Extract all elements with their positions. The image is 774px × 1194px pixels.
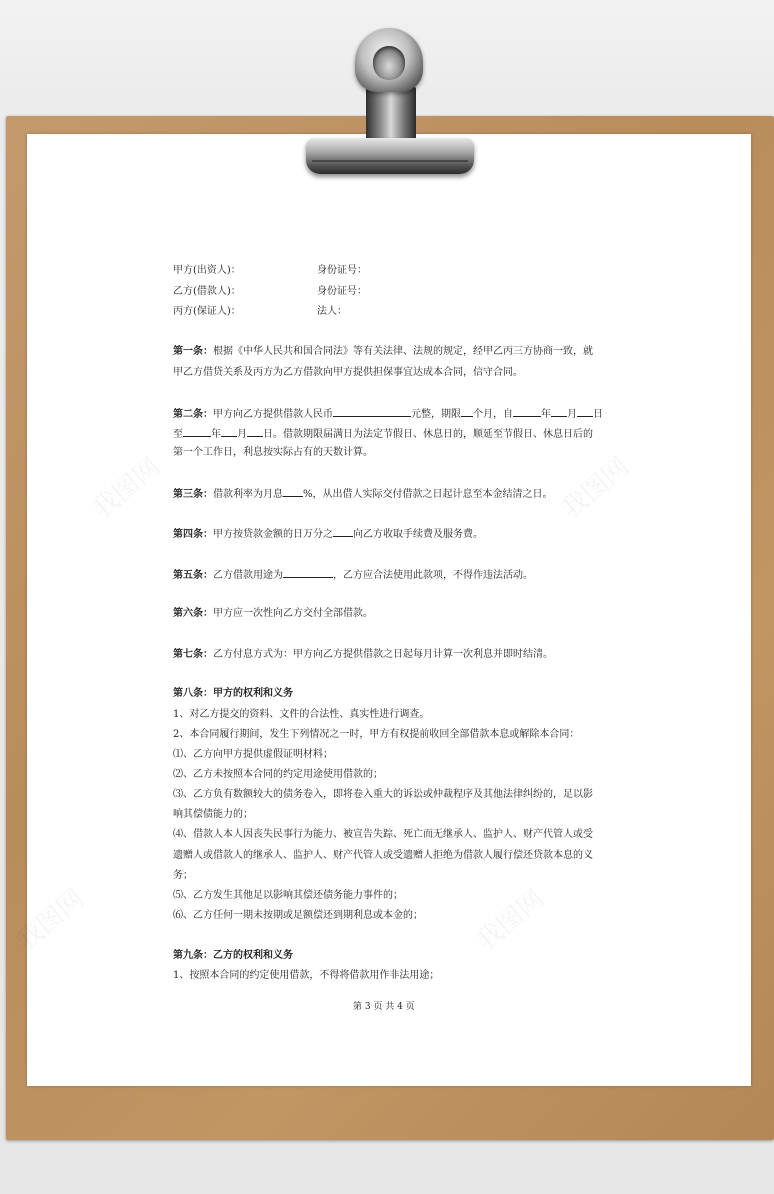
binder-clip-base [306,138,474,174]
article-8-line: 1、对乙方提交的资料、文件的合法性、真实性进行调查。 [173,709,430,720]
article-2-text: 月 [567,409,577,420]
article-8-line: 务； [173,870,193,881]
article-4-text: 甲方按贷款金额的日万分之 [213,529,333,540]
article-2-heading: 第二条： [173,409,213,420]
article-2-text: 个月，自 [473,409,513,420]
article-5-heading: 第五条： [173,570,213,581]
article-8-line: ⑶、乙方负有数额较大的债务卷入，即将卷入重大的诉讼或仲裁程序及其他法律纠纷的，足以影 [173,789,593,800]
binder-clip-hole [373,46,405,80]
article-7-heading: 第七条： [173,649,213,660]
months-blank [461,406,473,417]
article-2-text: 日。借款期限届满日为法定节假日、休息日的，顺延至节假日、休息日后的 [263,429,593,440]
article-8-line: 2、本合同履行期间，发生下列情况之一时，甲方有权提前收回全部借款本息或解除本合同： [173,729,580,740]
article-7-text: 乙方付息方式为：甲方向乙方提供借款之日起每月计算一次利息并即时结清。 [213,649,553,660]
end-year-blank [183,426,211,437]
article-8-line: 响其偿债能力的； [173,809,253,820]
article-1-line-2: 甲乙方借贷关系及丙方为乙方借款向甲方提供担保事宜达成本合同，信守合同。 [173,367,523,378]
article-8-heading: 第八条：甲方的权利和义务 [173,688,293,699]
binder-clip-edge [312,160,468,162]
party-b-label: 乙方(借款人)： [173,286,241,297]
article-4 [173,526,483,542]
article-6 [173,607,373,621]
page-number: 第 3 页 共 4 页 [353,1002,415,1012]
article-2-text: 甲方向乙方提供借款人民币 [213,409,333,420]
article-2-text: 年 [211,429,221,440]
article-3-text: 借款利率为月息 [213,489,283,500]
article-8-line: ⑵、乙方未按照本合同的约定用途使用借款的； [173,769,383,780]
id-number-label: 身份证号： [317,265,367,276]
article-3-heading: 第三条： [173,489,213,500]
end-day-blank [247,426,263,437]
end-month-blank [221,426,237,437]
article-4-heading: 第四条： [173,529,213,540]
interest-rate-blank [283,486,303,497]
binder-clip-stem [366,86,416,142]
amount-blank [333,406,411,417]
article-2-text: 日 [593,409,603,420]
party-c-label: 丙方(保证人)： [173,306,241,317]
article-7 [173,648,553,662]
article-8-line: 遗赠人或借款人的继承人、监护人、财产代管人或受遗赠人拒绝为借款人履行偿还贷款本息的义 [173,850,593,861]
article-3-text: %，从出借人实际交付借款之日起计息至本金结清之日。 [303,489,553,500]
start-day-blank [577,406,593,417]
article-2-line-1 [173,406,603,422]
article-6-text: 甲方应一次性向乙方交付全部借款。 [213,608,373,619]
article-8-line: ⑴、乙方向甲方提供虚假证明材料； [173,749,333,760]
article-3 [173,486,553,502]
article-2-text: 至 [173,429,183,440]
party-a-label: 甲方(出资人)： [173,265,241,276]
article-2-text: 年 [541,409,551,420]
start-year-blank [513,406,541,417]
start-month-blank [551,406,567,417]
article-4-text: 向乙方收取手续费及服务费。 [353,529,483,540]
article-5-text: 乙方借款用途为 [213,570,283,581]
article-8-line: ⑹、乙方任何一期未按期或足额偿还到期利息或本金的； [173,910,423,921]
article-2-text: 月 [237,429,247,440]
article-9-heading: 第九条：乙方的权利和义务 [173,950,293,961]
article-8-line: ⑷、借款人本人因丧失民事行为能力、被宣告失踪、死亡而无继承人、监护人、财产代管人或受 [173,829,593,840]
article-2-text: 元整，期限 [411,409,461,420]
article-5 [173,567,533,583]
legal-person-label: 法人： [317,306,347,317]
article-5-text: ，乙方应合法使用此款项，不得作违法活动。 [333,570,533,581]
contract-page [27,134,751,1086]
article-1-heading: 第一条： [173,346,213,357]
article-6-heading: 第六条： [173,608,213,619]
id-number-label: 身份证号： [317,286,367,297]
article-1-line-1 [173,345,593,359]
article-1-text: 根据《中华人民共和国合同法》等有关法律、法规的规定，经甲乙丙三方协商一致，就 [213,346,593,357]
article-9-line: 1、按照本合同的约定使用借款，不得将借款用作非法用途； [173,970,440,981]
article-2-line-2 [173,426,593,442]
fee-rate-blank [333,526,353,537]
loan-purpose-blank [283,567,333,578]
article-2-line-3: 第一个工作日，利息按实际占有的天数计算。 [173,447,373,458]
article-8-line: ⑸、乙方发生其他足以影响其偿还债务能力事件的； [173,890,403,901]
